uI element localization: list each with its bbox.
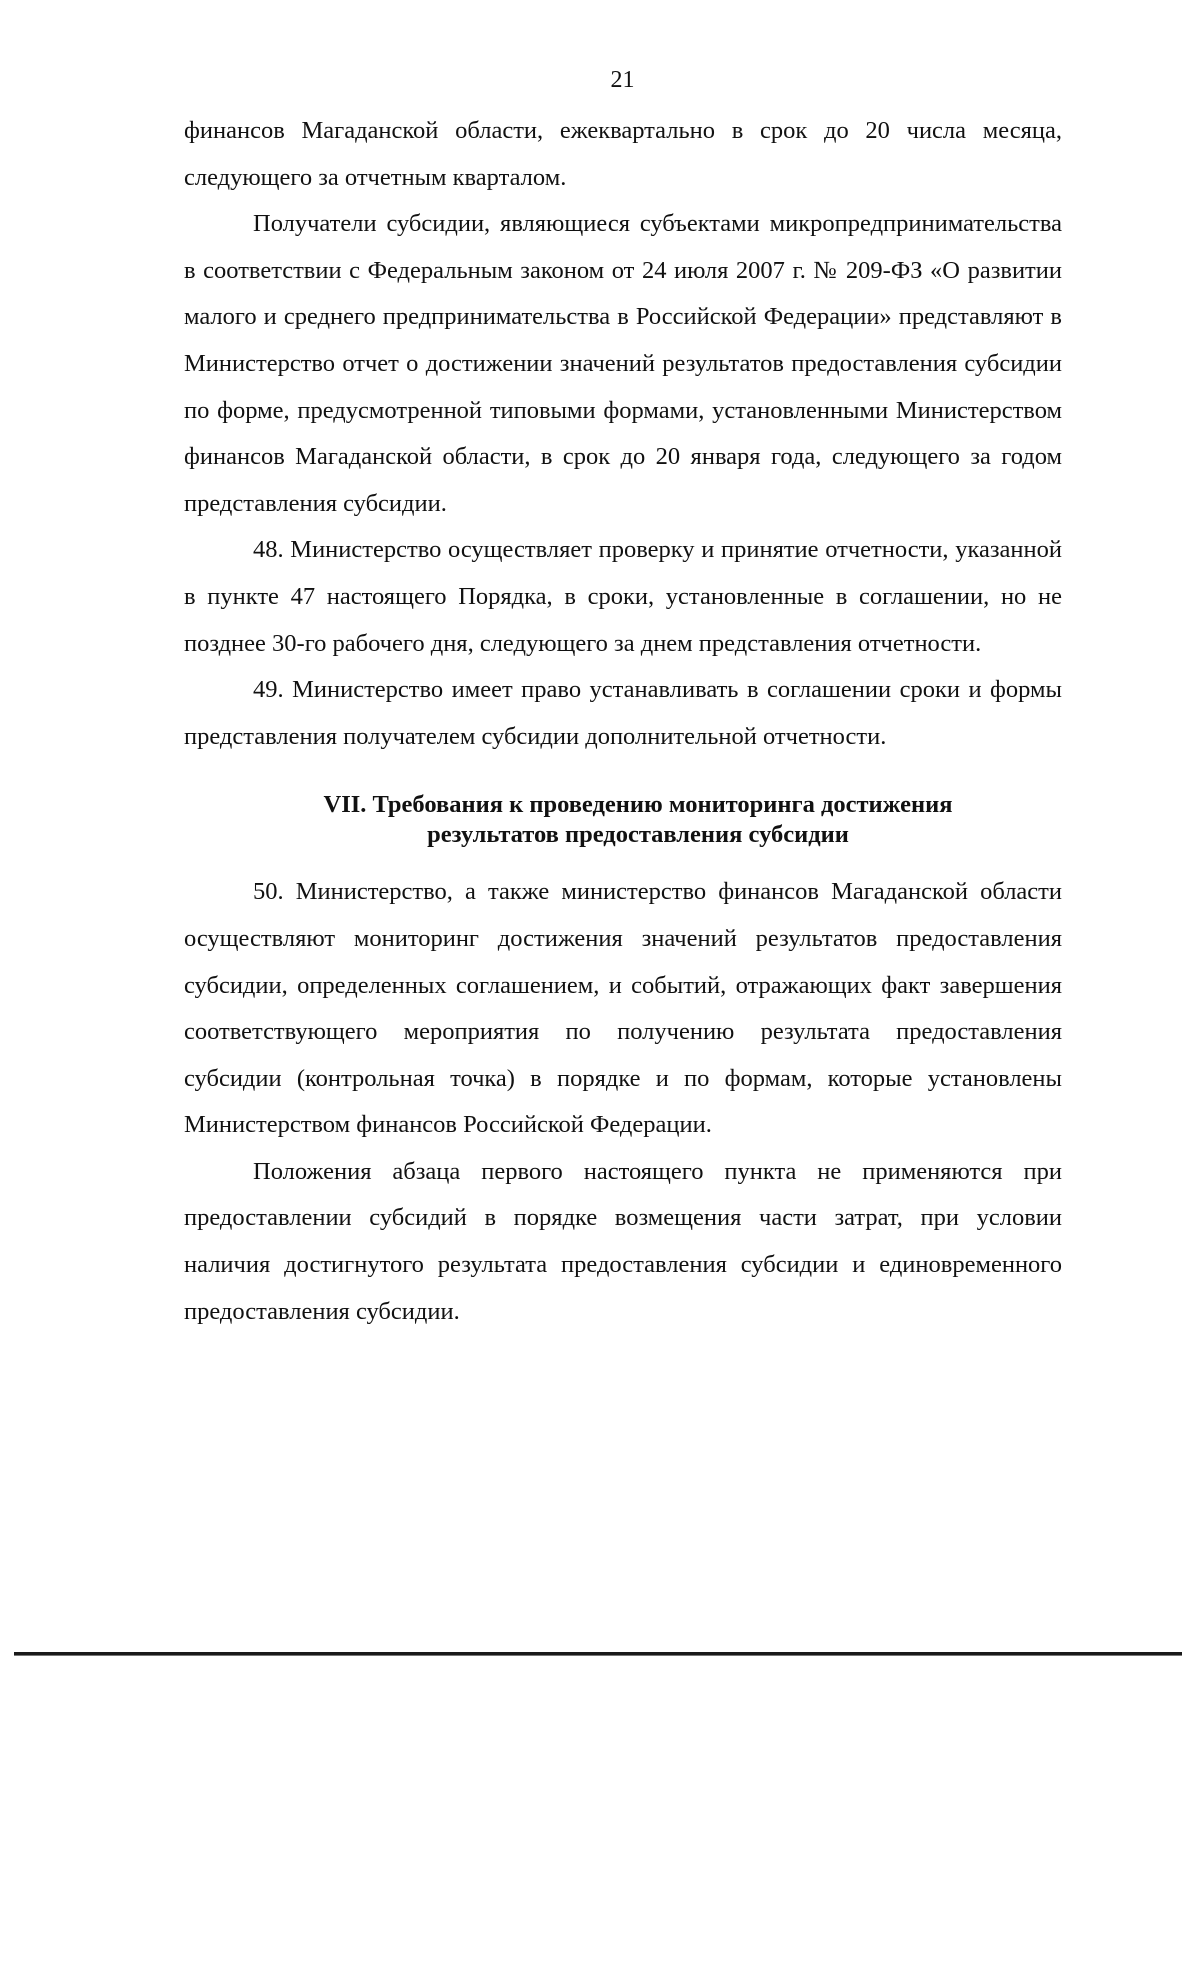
section-heading-line-1: VII. Требования к проведению мониторинга достижения <box>323 791 953 819</box>
paragraph-item-48: 48. Министерство осуществляет проверку и принятие отчетности, указанной в пункте 47 настоящего Порядка, в сроки, установленные в соглашении, но не позднее 30-го рабочего дня, следующего за днем представления отчетности. <box>184 536 1062 657</box>
page-divider-shadow <box>14 1655 1182 1656</box>
paragraph-continuation: финансов Магаданской области, ежеквартально в срок до 20 числа месяца, следующего за отчетным кварталом. <box>184 117 1062 191</box>
section-heading-line-2: результатов предоставления субсидии <box>427 821 849 849</box>
paragraph-item-50: 50. Министерство, а также министерство финансов Магаданской области осуществляют мониторинг достижения значений результатов предоставления субсидии, определенных соглашением, и событий, отражающих факт завершения соответствующего мероприятия по получению результата предоставления субсидии (контрольная точка) в порядке и по формам, которые установлены Министерством финансов Российской Федерации. <box>184 878 1062 1139</box>
paragraph-micro-enterprise-report: Получатели субсидии, являющиеся субъектами микропредпринимательства в соответствии с Федеральным законом от 24 июля 2007 г. № 209-ФЗ «О развитии малого и среднего предпринимательства в Российской Федерации» представляют в Министерство отчет о достижении значений результатов предоставления субсидии по форме, предусмотренной типовыми формами, установленными Министерством финансов Магаданской области, в срок до 20 января года, следующего за годом представления субсидии. <box>184 210 1062 517</box>
page-number: 21 <box>610 67 635 93</box>
section-heading <box>184 790 1062 850</box>
document-body <box>184 108 1062 1335</box>
paragraph-exception: Положения абзаца первого настоящего пункта не применяются при предоставлении субсидий в порядке возмещения части затрат, при условии наличия достигнутого результата предоставления субсидии и единовременного предоставления субсидии. <box>184 1157 1062 1325</box>
paragraph-item-49: 49. Министерство имеет право устанавливать в соглашении сроки и формы представления получателем субсидии дополнительной отчетности. <box>184 676 1062 750</box>
